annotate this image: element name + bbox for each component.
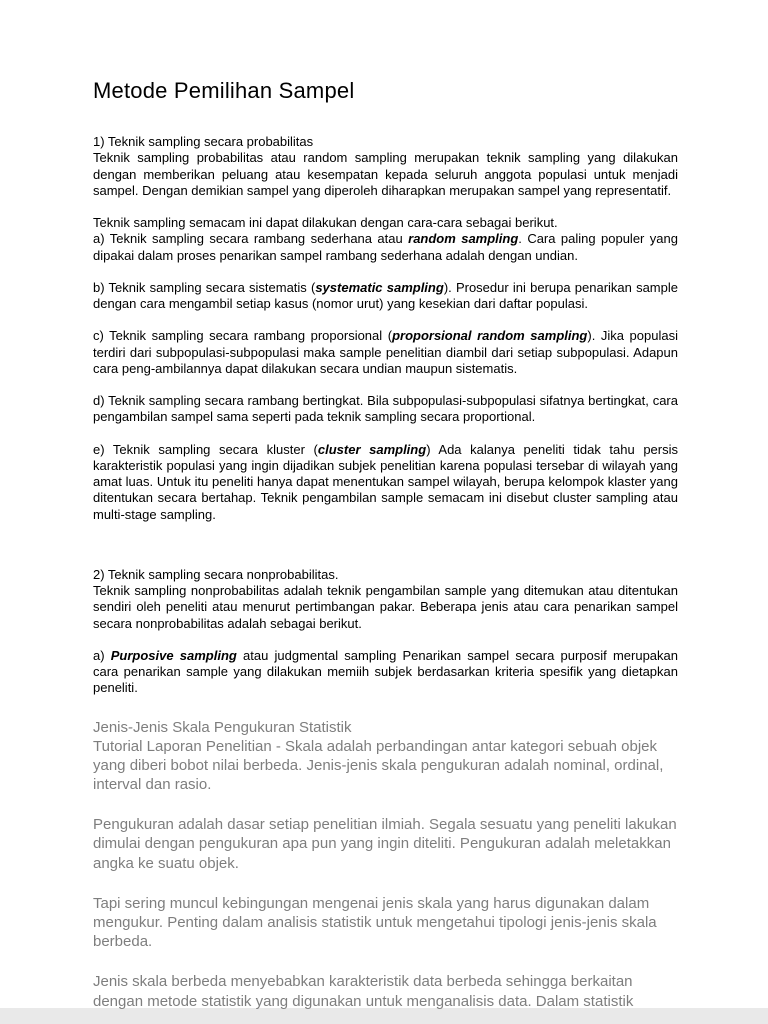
section-1-heading [93, 134, 678, 150]
text-run: atau judgmental sampling Penarikan sampel secara purposif merupakan cara penarikan sample yang dilakukan memiih subjek berdasarkan kriteria spesifik yang dietapkan peneliti. [93, 647, 678, 696]
emphasized-term: proporsional random sampling [392, 328, 588, 344]
section-2-heading [93, 567, 678, 583]
item-a-purposive-sampling [93, 648, 678, 697]
emphasized-term: Purposive sampling [110, 647, 237, 663]
emphasized-term: systematic sampling [315, 279, 444, 295]
text-run: a) [93, 647, 111, 663]
text-run: ). Prosedur ini berupa penarikan sample dengan cara mengambil setiap kasus (nomor urut) yang kesekian dari daftar populasi. [93, 279, 678, 311]
text-run: b) Teknik sampling secara sistematis ( [93, 279, 316, 295]
item-c-proporsional-random-sampling [93, 328, 678, 377]
item-b-systematic-sampling [93, 280, 678, 313]
text-run: Tapi sering muncul kebingungan mengenai jenis skala yang harus digunakan dalam mengukur. Penting dalam analisis statistik untuk mengetahui tipologi jenis-jenis skala berbeda. [93, 894, 657, 951]
text-run: a) Teknik sampling secara rambang sederhana atau [93, 231, 409, 247]
text-run: 2) Teknik sampling secara nonprobabilitas. [93, 566, 339, 582]
text-run: Teknik sampling semacam ini dapat dilakukan dengan cara-cara sebagai berikut. [93, 215, 558, 230]
item-e-cluster-sampling [93, 442, 678, 523]
text-run: Teknik sampling probabilitas atau random sampling merupakan teknik sampling yang dilakukan dengan memberikan peluang atau kesempatan kepada seluruh anggota populasi untuk menjadi sampel. Dengan demikian sampel yang diperoleh diharapkan merupakan sampel yang representatif. [93, 150, 678, 198]
gray-paragraph-kebingungan [93, 894, 678, 952]
text-run: Pengukuran adalah dasar setiap penelitian ilmiah. Segala sesuatu yang peneliti lakukan dimulai dengan pengukuran apa pun yang ingin diteliti. Pengukuran adalah meletakkan angka ke suatu objek. [93, 816, 677, 872]
text-run: e) Teknik sampling secara kluster ( [93, 441, 318, 457]
text-run: ) Ada kalanya peneliti tidak tahu persis karakteristik populasi yang ingin dijadikan subjek penelitian karena populasi tersebar di wilayah yang amat luas. Untuk itu peneliti hanya dapat menentukan sampel wilayah, berupa kelompok klaster yang ditentukan secara bertahap. Teknik pengambilan sample semacam ini disebut cluster sampling atau multi-stage sampling. [93, 441, 679, 522]
emphasized-term: random sampling [408, 231, 519, 247]
gray-paragraph-jenis-skala-berbeda [93, 972, 678, 1010]
text-run: Jenis-Jenis Skala Pengukuran Statistik [93, 718, 352, 736]
text-run: 1) Teknik sampling secara probabilitas [93, 134, 314, 149]
paragraph-probabilitas-intro [93, 150, 678, 199]
gray-paragraph-pengukuran [93, 815, 678, 873]
emphasized-term: cluster sampling [317, 441, 427, 457]
text-run: ). Jika populasi terdiri dari subpopulasi-subpopulasi maka sample penelitian diambil dari setiap subpopulasi. Adapun cara peng-ambilannya dapat dilakukan secara undian maupun sistematis. [93, 328, 678, 376]
document-content [93, 134, 678, 1011]
text-run: . Cara paling populer yang dipakai dalam proses penarikan sampel rambang sederhana adalah dengan undian. [93, 231, 678, 263]
paragraph-nonprobabilitas-intro [93, 583, 678, 632]
text-run: c) Teknik sampling secara rambang proporsional ( [93, 328, 393, 344]
text-run: d) Teknik sampling secara rambang bertingkat. Bila subpopulasi-subpopulasi sifatnya bertingkat, cara pengambilan sampel sama seperti pada teknik sampling secara proportional. [93, 393, 678, 425]
text-run: Tutorial Laporan Penelitian - Skala adalah perbandingan antar kategori sebuah objek yang diberi bobot nilai berbeda. Jenis-jenis skala pengukuran adalah nominal, ordinal, interval dan rasio. [93, 737, 664, 794]
item-d-rambang-bertingkat [93, 393, 678, 426]
text-run: Teknik sampling nonprobabilitas adalah teknik pengambilan sample yang ditemukan atau ditentukan sendiri oleh peneliti atau menurut pertimbangan pakar. Beberapa jenis atau cara penarikan sampel secara nonprobabilitas adalah sebagai berikut. [93, 583, 678, 631]
page-title: Metode Pemilihan Sampel [93, 78, 355, 103]
item-a-random-sampling [93, 231, 678, 264]
gray-paragraph-tutorial [93, 737, 678, 795]
gray-heading-jenis-skala [93, 718, 678, 737]
text-run: Jenis skala berbeda menyebabkan karakteristik data berbeda sehingga berkaitan dengan metode statistik yang digunakan untuk menganalisis data. Dalam statistik [93, 973, 634, 1010]
paragraph-cara-cara [93, 215, 678, 231]
